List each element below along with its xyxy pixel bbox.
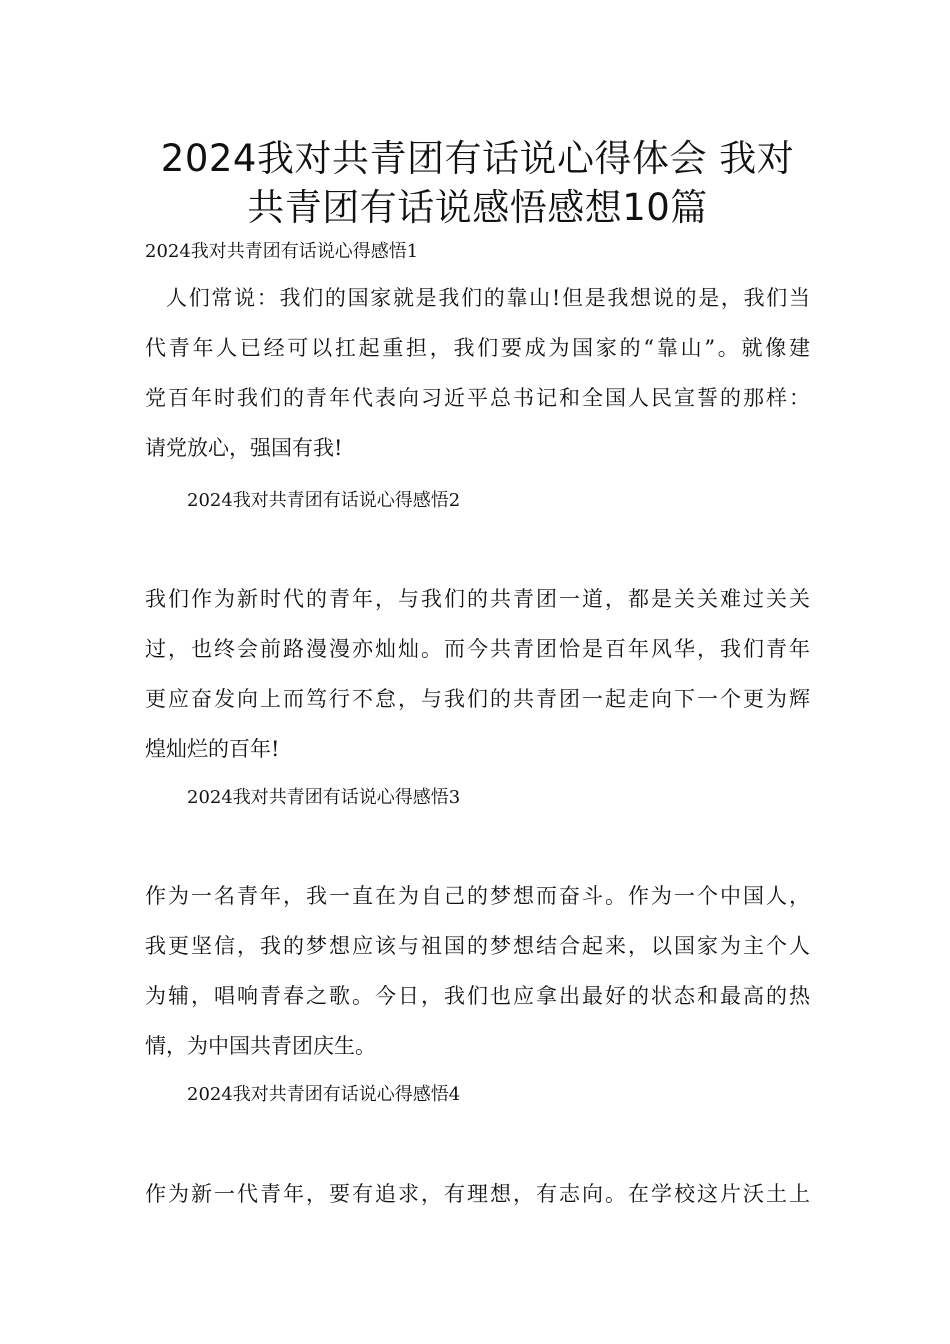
paragraph-line: 代青年人已经可以扛起重担，我们要成为国家的“靠山”。就像建 bbox=[145, 336, 810, 360]
section-heading-1: 2024我对共青团有话说心得感悟1 bbox=[145, 241, 419, 262]
section-paragraph-1 bbox=[145, 273, 810, 473]
paragraph-line: 我们作为新时代的青年，与我们的共青团一道，都是关关难过关关 bbox=[145, 587, 810, 611]
paragraph-line: 人们常说：我们的国家就是我们的靠山!但是我想说的是，我们当 bbox=[166, 286, 810, 310]
paragraph-line: 作为新一代青年，要有追求，有理想，有志向。在学校这片沃土上 bbox=[145, 1182, 810, 1206]
paragraph-line: 为辅，唱响青春之歌。今日，我们也应拿出最好的状态和最高的热 bbox=[145, 984, 810, 1008]
section-heading-2: 2024我对共青团有话说心得感悟2 bbox=[187, 490, 461, 511]
section-paragraph-4 bbox=[145, 1169, 810, 1219]
title-line-1: 2024我对共青团有话说心得体会 我对 bbox=[160, 137, 795, 180]
paragraph-line: 请党放心，强国有我! bbox=[145, 436, 343, 460]
paragraph-line: 作为一名青年，我一直在为自己的梦想而奋斗。作为一个中国人， bbox=[145, 884, 810, 908]
section-heading-4: 2024我对共青团有话说心得感悟4 bbox=[187, 1084, 461, 1105]
paragraph-line: 情，为中国共青团庆生。 bbox=[145, 1034, 376, 1058]
paragraph-line: 党百年时我们的青年代表向习近平总书记和全国人民宣誓的那样： bbox=[145, 386, 810, 410]
document-title bbox=[135, 134, 820, 232]
section-paragraph-2 bbox=[145, 574, 810, 774]
section-heading-3: 2024我对共青团有话说心得感悟3 bbox=[187, 787, 461, 808]
paragraph-line: 过，也终会前路漫漫亦灿灿。而今共青团恰是百年风华，我们青年 bbox=[145, 637, 810, 661]
title-line-2: 共青团有话说感悟感想10篇 bbox=[247, 186, 708, 229]
section-paragraph-3 bbox=[145, 871, 810, 1071]
paragraph-line: 更应奋发向上而笃行不怠，与我们的共青团一起走向下一个更为辉 bbox=[145, 687, 810, 711]
paragraph-line: 煌灿烂的百年! bbox=[145, 737, 280, 761]
paragraph-line: 我更坚信，我的梦想应该与祖国的梦想结合起来，以国家为主个人 bbox=[145, 934, 810, 958]
